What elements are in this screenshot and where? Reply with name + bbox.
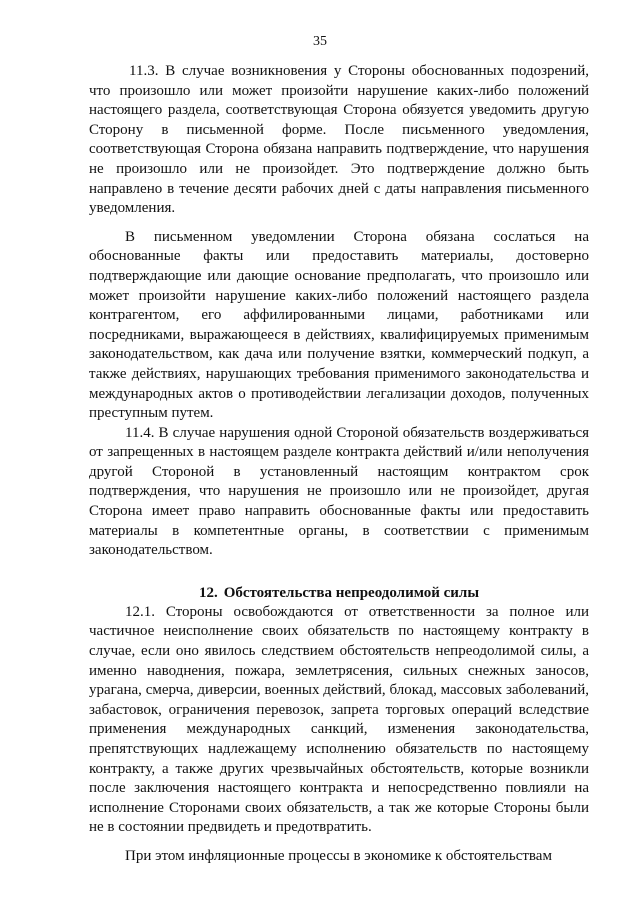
section-heading (89, 583, 589, 603)
paragraph-11-4: 11.4. В случае нарушения одной Стороной обязательств воздерживаться от запрещенных в настоящем разделе контракта действий и/или неполучения другой Стороной в установленный настоящим контрактом срок подтверждения, что нарушения не произошло или не произойдет, другая Сторона имеет право направить обоснованные факты или предоставить материалы в компетентные органы, в соответствии с применимым законодательством. (89, 424, 589, 559)
section-number: 12. (198, 584, 218, 601)
paragraph-inflation: При этом инфляционные процессы в экономике к обстоятельствам (125, 847, 552, 864)
section-title: Обстоятельства непреодолимой силы (223, 584, 480, 601)
paragraph-11-3: 11.3. В случае возникновения у Стороны обоснованных подозрений, что произошло или может произойти нарушение каких-либо положений настоящего раздела, соответствующая Сторона обязуется уведомить другую Сторону в письменной форме. После письменного уведомления, соответствующая Сторона обязана направить подтверждение, что нарушения не произошло или не произойдет. Это подтверждение должно быть направлено в течение десяти рабочих дней с даты направления письменного уведомления. (89, 63, 589, 217)
document-body (89, 62, 589, 867)
page-number: 35 (313, 34, 327, 49)
paragraph-notice: В письменном уведомлении Сторона обязана сослаться на обоснованные факты или предоставить материалы, достоверно подтверждающие или дающие основание предполагать, что произошло или может произойти нарушение каких-либо положений настоящего раздела контрагентом, его аффилированными лицами, работниками или посредниками, выражающееся в действиях, квалифицируемых применимым законодательством, как дача или получение взятки, коммерческий подкуп, а также действиях, нарушающих требования применимого законодательства и международных актов о противодействии легализации доходов, полученных преступным путем. (89, 228, 589, 422)
paragraph-12-1: 12.1. Стороны освобождаются от ответственности за полное или частичное неисполнение своих обязательств по настоящему контракту в случае, если оно явилось следствием обстоятельств непреодолимой силы, а именно наводнения, пожара, землетрясения, сильных снежных заносов, урагана, смерча, диверсии, военных действий, блокад, массовых заболеваний, забастовок, ограничения перевозок, запрета торговых операций вследствие применения международных санкций, изменения законодательства, препятствующих надлежащему исполнению обязательств по настоящему контракту, а также других чрезвычайных обстоятельств, которые возникли после заключения настоящего контракта и непосредственно повлияли на исполнение Сторонами своих обязательств, а так же которые Стороны были не в состоянии предвидеть и предотвратить. (89, 603, 589, 836)
